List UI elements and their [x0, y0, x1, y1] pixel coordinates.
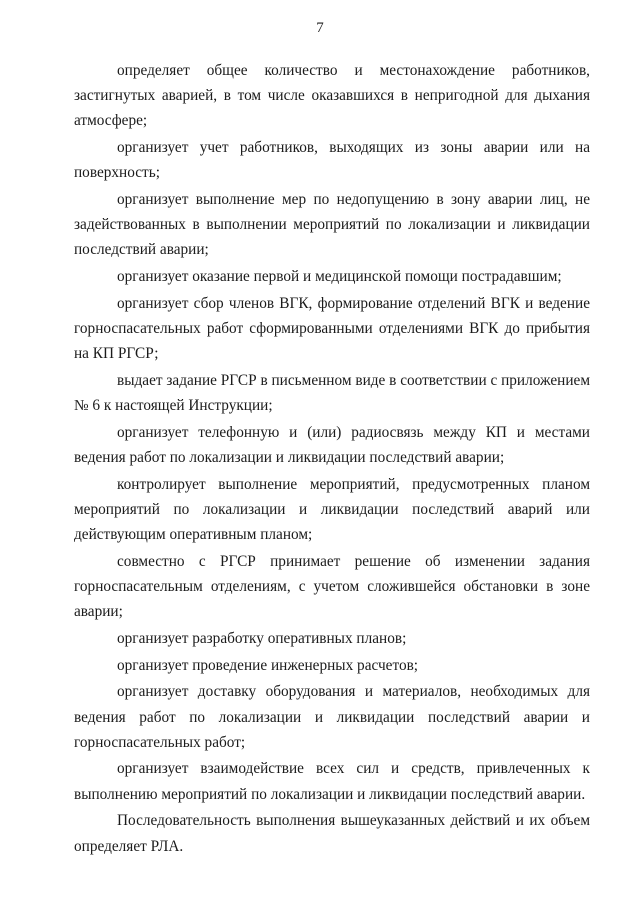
paragraph: совместно с РГСР принимает решение об изменении задания горноспасательным отделениям, с учетом сложившейся обстановки в зоне аварии;: [74, 552, 590, 621]
paragraph: организует оказание первой и медицинской помощи пострадавшим;: [117, 268, 562, 286]
paragraph: организует проведение инженерных расчетов;: [117, 656, 419, 674]
paragraph: организует взаимодействие всех сил и средств, привлеченных к выполнению мероприятий по локализации и ликвидации последствий аварии.: [74, 760, 590, 803]
paragraph: выдает задание РГСР в письменном виде в соответствии с приложением № 6 к настоящей Инструкции;: [74, 371, 590, 415]
paragraph: контролирует выполнение мероприятий, предусмотренных планом мероприятий по локализации и ликвидации последствий аварий или действующим оперативным планом;: [74, 475, 590, 544]
paragraph: организует телефонную и (или) радиосвязь между КП и местами ведения работ по локализации и ликвидации последствий аварии;: [74, 423, 590, 467]
paragraph: Последовательность выполнения вышеуказанных действий и их объем определяет РЛА.: [74, 812, 590, 855]
body-text: [74, 58, 590, 860]
paragraph: организует разработку оперативных планов;: [117, 629, 407, 647]
paragraph: организует учет работников, выходящих из зоны аварии или на поверхность;: [74, 139, 590, 182]
paragraph: организует доставку оборудования и материалов, необходимых для ведения работ по локализации и ликвидации последствий аварии и горноспасательных работ;: [74, 683, 590, 751]
paragraph: организует сбор членов ВГК, формирование отделений ВГК и ведение горноспасательных работ сформированными отделениями ВГК до прибытия на КП РГСР;: [74, 294, 590, 363]
page-number: 7: [316, 20, 324, 36]
paragraph: определяет общее количество и местонахождение работников, застигнутых аварией, в том числе оказавшихся в непригодной для дыхания атмосфере;: [74, 62, 590, 130]
paragraph: организует выполнение мер по недопущению в зону аварии лиц, не задействованных в выполнении мероприятий по локализации и ликвидации последствий аварии;: [74, 191, 590, 259]
